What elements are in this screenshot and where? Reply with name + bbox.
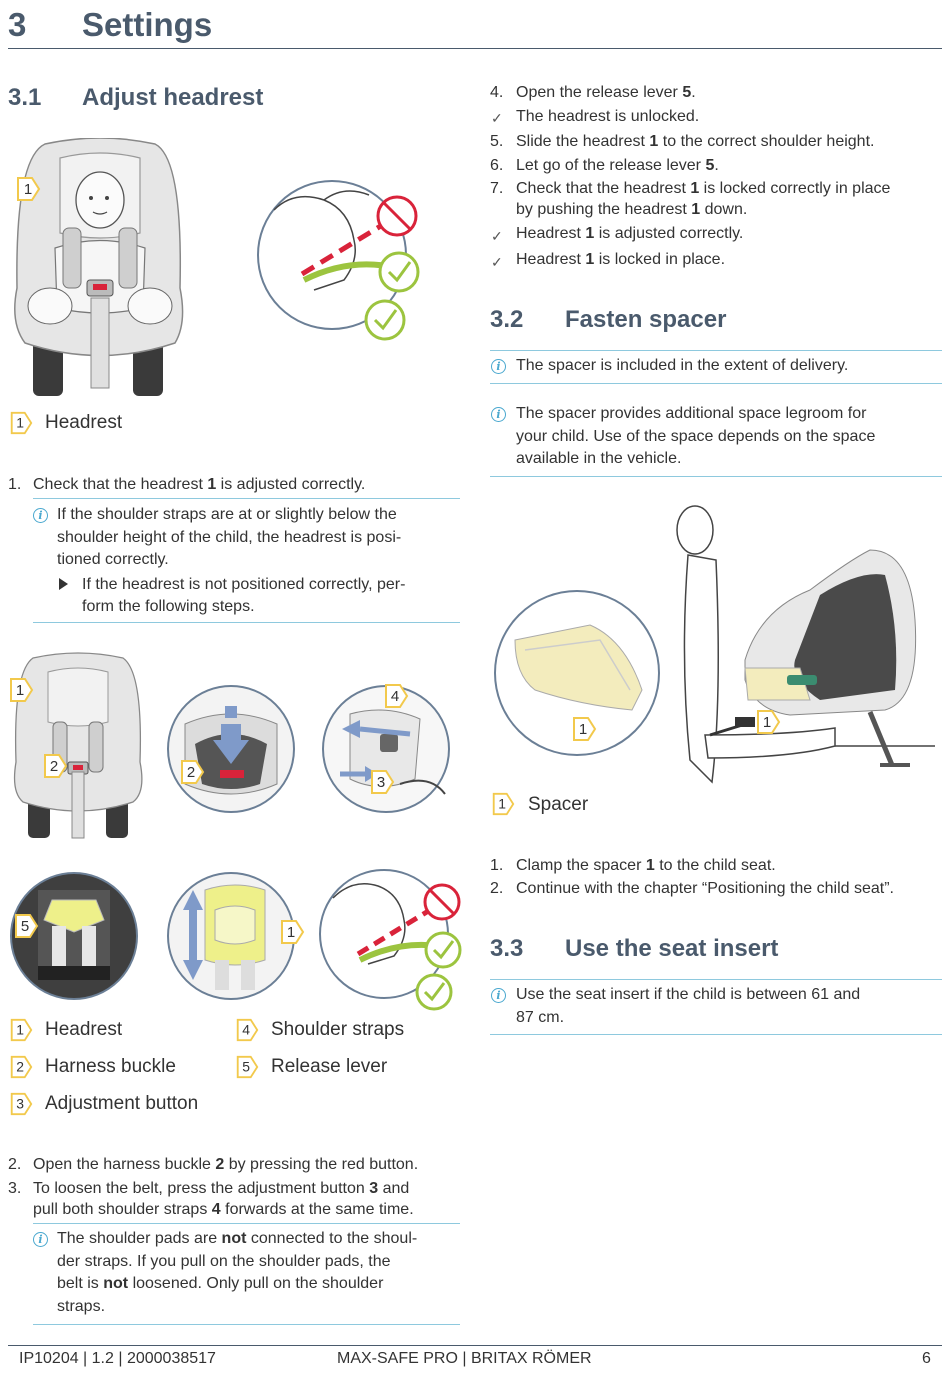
info-rule-top (33, 498, 460, 499)
headrest-height-detail-figure (254, 180, 424, 345)
result-headrest-unlocked: The headrest is unlocked. (516, 108, 700, 125)
info-icon: i (491, 407, 506, 422)
svg-text:5: 5 (242, 1058, 250, 1075)
step-7-text: Check that the headrest 1 is locked correctly in place by pushing the headrest 1 down. (516, 180, 891, 218)
step-number: 7. (490, 180, 504, 197)
callout-2-buckle-detail (178, 758, 206, 786)
chapter-rule (8, 48, 942, 49)
checkmark-icon: ✓ (491, 110, 503, 126)
callout-1-headrest (14, 175, 42, 203)
legend-label-harness-buckle: Harness buckle (45, 1056, 176, 1077)
step-clamp-spacer: Clamp the spacer 1 to the child seat. (516, 857, 776, 874)
callout-number: 1 (23, 181, 33, 198)
step-number: 1. (490, 857, 504, 874)
legend-badge-3 (8, 1091, 34, 1117)
svg-text:3: 3 (16, 1095, 24, 1112)
bullet-not-positioned: If the headrest is not positioned correctly, per- form the following steps. (82, 576, 406, 615)
svg-text:1: 1 (286, 924, 296, 941)
info-seat-insert: Use the seat insert if the child is between 61 and 87 cm. (516, 986, 861, 1026)
section-3-3-number: 3.3 (490, 935, 524, 962)
spacer-installation-figure (490, 500, 940, 790)
legend-badge-2 (8, 1054, 34, 1080)
footer-page-number: 6 (922, 1350, 931, 1367)
svg-text:1: 1 (498, 795, 506, 812)
footer-doc-id: IP10204 | 1.2 | 2000038517 (19, 1350, 216, 1367)
section-3-3-title: Use the seat insert (565, 935, 779, 962)
legend-label-shoulder-straps: Shoulder straps (271, 1019, 405, 1040)
info-spacer-legroom: The spacer provides additional space legroom for your child. Use of the space depends on the space available in the vehicle. (516, 405, 876, 467)
callout-1-spacer-detail (570, 715, 598, 743)
info-rule-bottom (33, 1324, 460, 1325)
section-3-1-title: Adjust headrest (82, 84, 264, 111)
svg-text:4: 4 (390, 688, 400, 705)
legend-badge-1 (8, 1017, 34, 1043)
result-headrest-locked: Headrest 1 is locked in place. (516, 251, 726, 268)
checkmark-icon: ✓ (491, 228, 503, 244)
step-3-text: To loosen the belt, press the adjustment button 3 and pull both shoulder straps 4 forwards at the same time. (33, 1180, 414, 1218)
info-rule-top (490, 979, 942, 980)
svg-text:4: 4 (242, 1021, 250, 1038)
step-continue-chapter: Continue with the chapter “Positioning the child seat”. (516, 880, 894, 897)
svg-text:1: 1 (16, 414, 24, 431)
svg-text:2: 2 (186, 764, 196, 781)
legend-label-spacer: Spacer (528, 794, 589, 815)
step-number: 2. (8, 1156, 22, 1173)
footer-product: MAX-SAFE PRO | BRITAX RÖMER (337, 1350, 592, 1367)
info-shoulder-straps: If the shoulder straps are at or slightly below the shoulder height of the child, the headrest is posi- tioned correctly. (57, 506, 402, 568)
legend-label-headrest: Headrest (45, 1019, 123, 1040)
legend-badge-4 (234, 1017, 260, 1043)
step-number: 6. (490, 157, 504, 174)
info-icon: i (491, 988, 506, 1003)
step-number: 1. (8, 476, 22, 493)
step-number: 4. (490, 84, 504, 101)
callout-3-adjustment-button (368, 768, 396, 796)
svg-text:1: 1 (762, 714, 772, 731)
chapter-number: 3 (8, 6, 27, 43)
headrest-locked-detail-figure (318, 868, 464, 1014)
buckle-press-detail-figure (165, 684, 299, 816)
callout-5-release-lever (12, 912, 40, 940)
bullet-triangle-icon (59, 578, 68, 590)
chapter-title: Settings (82, 6, 213, 43)
callout-2-buckle (41, 752, 69, 780)
svg-text:2: 2 (16, 1058, 24, 1075)
legend-badge-1 (490, 791, 516, 817)
section-3-2-number: 3.2 (490, 306, 524, 333)
legend-label-headrest: Headrest (45, 412, 123, 433)
svg-text:1: 1 (578, 721, 588, 738)
svg-text:1: 1 (15, 682, 25, 699)
svg-text:3: 3 (376, 774, 386, 791)
info-rule-bottom (490, 1034, 942, 1035)
step-number: 2. (490, 880, 504, 897)
checkmark-icon: ✓ (491, 254, 503, 270)
callout-4-shoulder-straps (382, 682, 410, 710)
svg-text:2: 2 (49, 758, 59, 775)
step-2-text: Open the harness buckle 2 by pressing the red button. (33, 1156, 419, 1173)
legend-label-adjustment-button: Adjustment button (45, 1093, 199, 1114)
step-4-text: Open the release lever 5. (516, 84, 696, 101)
result-headrest-adjusted: Headrest 1 is adjusted correctly. (516, 225, 744, 242)
callout-1-headrest-2 (7, 676, 35, 704)
callout-1-headrest-3 (278, 918, 306, 946)
step-number: 3. (8, 1180, 22, 1197)
info-rule-top (33, 1223, 460, 1224)
step-1-text: Check that the headrest 1 is adjusted correctly. (33, 476, 366, 493)
step-number: 5. (490, 133, 504, 150)
svg-text:1: 1 (16, 1021, 24, 1038)
section-3-1-number: 3.1 (8, 84, 42, 111)
svg-text:5: 5 (20, 918, 30, 935)
info-icon: i (33, 1232, 48, 1247)
info-rule-bottom (33, 622, 460, 623)
info-shoulder-pads: The shoulder pads are not connected to the shoul- der straps. If you pull on the shoulder pads, the belt is not loosened. Only pull on the shoulder straps. (57, 1230, 418, 1315)
legend-label-release-lever: Release lever (271, 1056, 388, 1077)
legend-badge-5 (234, 1054, 260, 1080)
info-icon: i (33, 508, 48, 523)
step-6-text: Let go of the release lever 5. (516, 157, 719, 174)
legend-badge-1 (8, 410, 34, 436)
info-rule-top (490, 350, 942, 351)
info-icon: i (491, 359, 506, 374)
info-rule-bottom (490, 476, 942, 477)
callout-1-spacer-seat (754, 708, 782, 736)
info-spacer-included: The spacer is included in the extent of delivery. (516, 357, 849, 374)
section-3-2-title: Fasten spacer (565, 306, 727, 333)
footer-rule (8, 1345, 942, 1346)
step-5-text: Slide the headrest 1 to the correct shoulder height. (516, 133, 875, 150)
info-rule-bottom (490, 383, 942, 384)
